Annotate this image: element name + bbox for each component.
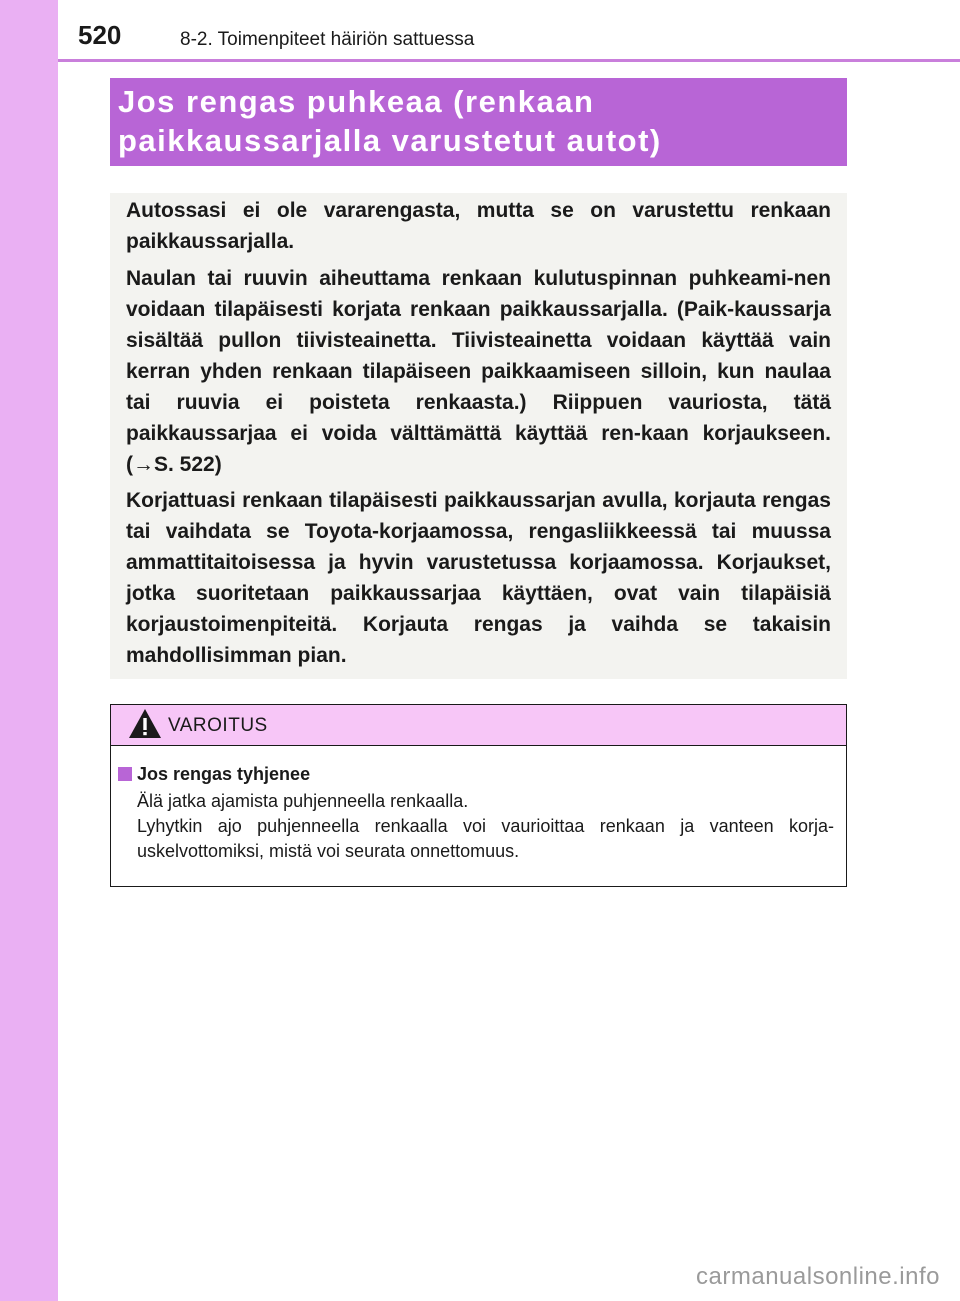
section-title-line-2: paikkaussarjalla varustetut autot) xyxy=(118,123,662,158)
section-title-line-1: Jos rengas puhkeaa (renkaan xyxy=(118,84,595,119)
warning-triangle-icon xyxy=(128,708,162,739)
warning-item-heading xyxy=(118,763,834,785)
square-bullet-icon xyxy=(118,767,132,781)
intro-paragraph-2-text: Naulan tai ruuvin aiheuttama renkaan kulutuspinnan puhkeami-nen voidaan tilapäisesti korjata renkaan paikkaussarjalla. (Paik-kaussarja sisältää pullon tiivisteainetta. Tiivisteainetta voidaan käyttää vain kerran yhden renkaan tilapäiseen paikkaamiseen silloin, kun naulaa tai ruuvia ei poisteta renkaasta.) Riippuen vauriosta, tätä paikkaussarjaa ei voida välttämättä käyttää ren-kaan korjaukseen. ( xyxy=(126,267,831,476)
side-color-band xyxy=(0,0,58,1301)
warning-label: VAROITUS xyxy=(168,715,268,736)
section-path: 8-2. Toimenpiteet häiriön sattuessa xyxy=(180,29,475,50)
warning-text xyxy=(137,789,834,864)
page-reference-link[interactable]: S. 522) xyxy=(154,453,222,476)
intro-paragraph-3: Korjattuasi renkaan tilapäisesti paikkaussarjan avulla, korjauta rengas tai vaihdata se Toyota-korjaamossa, rengasliikkeessä tai muussa ammattitaitoisessa ja hyvin varustetussa korjaamossa. Korjaukset, jotka suoritetaan paikkaussarjaa käyttäen, ovat vain tilapäisiä korjaustoimenpiteitä. Korjauta rengas ja vaihda se takaisin mahdollisimman pian. xyxy=(126,489,831,667)
warning-body xyxy=(118,763,834,864)
section-title-box xyxy=(110,78,847,166)
intro-box xyxy=(110,193,847,679)
watermark: carmanualsonline.info xyxy=(696,1263,940,1290)
header-divider xyxy=(58,59,960,62)
warning-item-heading-text: Jos rengas tyhjenee xyxy=(137,764,311,784)
warning-text-line-1: Älä jatka ajamista puhjenneella renkaalla. xyxy=(137,791,469,811)
intro-paragraph-2 xyxy=(126,263,831,480)
warning-text-line-2: Lyhytkin ajo puhjenneella renkaalla voi vaurioittaa renkaan ja vanteen korja-uskelvottomiksi, mistä voi seurata onnettomuus. xyxy=(137,816,834,861)
intro-paragraph-1: Autossasi ei ole vararengasta, mutta se on varustettu renkaan paikkaussarjalla. xyxy=(126,199,831,253)
arrow-reference-icon: → xyxy=(133,453,154,476)
page-number: 520 xyxy=(78,20,122,50)
warning-header xyxy=(111,705,846,746)
warning-box xyxy=(110,704,847,887)
